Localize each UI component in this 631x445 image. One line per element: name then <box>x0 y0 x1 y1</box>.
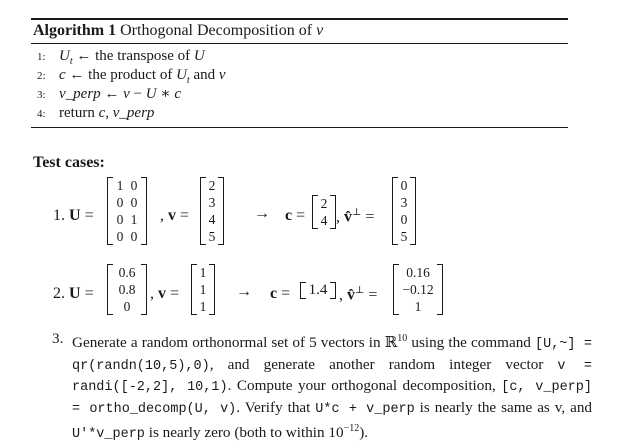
case1-U-matrix: 1 0 0 0 0 1 0 0 <box>107 177 147 245</box>
case2-c-scalar: 1.4 <box>300 282 336 299</box>
case1-v-label: , v = <box>160 207 190 224</box>
case1-v-vector: 2 3 4 5 <box>200 177 224 245</box>
code-qr: [U,~] = qr(randn(10,5),0) <box>72 337 593 374</box>
code-ortho-decomp: [c, v_perp] = ortho_decomp(U, v) <box>72 380 592 417</box>
algo-line-3: 3: v_perp ← v − U ∗ c <box>37 85 182 102</box>
case2-v-vector: 1 1 1 <box>191 264 215 315</box>
algo-line-2: 2: c ← the product of $U_t$ and v <box>37 66 226 86</box>
algo-line-1: 1: $U_t$ ← the transpose of U <box>37 47 205 67</box>
code-check-zero: U'*v_perp <box>72 427 145 443</box>
case2-arrow: → <box>236 283 252 300</box>
tests-title: Test cases: <box>33 154 105 171</box>
algorithm-title: Algorithm 1 Orthogonal Decomposition of v <box>33 21 324 39</box>
case1-vperp-label: , v̂⊥ = <box>336 207 375 226</box>
case2-label: 2. U = <box>53 285 94 302</box>
bottom-rule <box>31 127 568 128</box>
case2-vperp-vector: 0.16 −0.12 1 <box>393 264 443 315</box>
case1-label: 1. U = <box>53 207 94 224</box>
case1-c-label: c = <box>285 207 306 224</box>
algo-line-4: 4: return c, v_perp <box>37 104 155 121</box>
case2-vperp-label: , v̂⊥ = <box>339 285 378 304</box>
case2-U-vector: 0.6 0.8 0 <box>107 264 147 315</box>
case2-c-label: c = <box>270 285 291 302</box>
case3-paragraph: 3. Generate a random orthonormal set of 5 vectors in ℝ$^{10}$ using the command [U,~] = qr(randn(10,5),0), and generate another random integer vector v = randi([-2,2], 10,1). Compute your orthogonal decomposition, [c, v_perp] = ortho_decomp(U, v). Verify that U*c + v_perp is nearly the same as v, and U'*v_perp is nearly zero (both to within $10^{-12}$). <box>52 330 593 443</box>
algorithm-box <box>31 18 568 128</box>
case2-v-label: , v = <box>150 285 180 302</box>
algorithm-lines <box>31 44 568 127</box>
case1-vperp-vector: 0 3 0 5 <box>392 177 416 245</box>
code-randi: v = randi([-2,2], 10,1) <box>72 358 592 396</box>
case1-c-vector: 2 4 <box>312 195 336 229</box>
code-reconstruct: U*c + v_perp <box>315 401 415 417</box>
case1-arrow: → <box>254 205 270 222</box>
